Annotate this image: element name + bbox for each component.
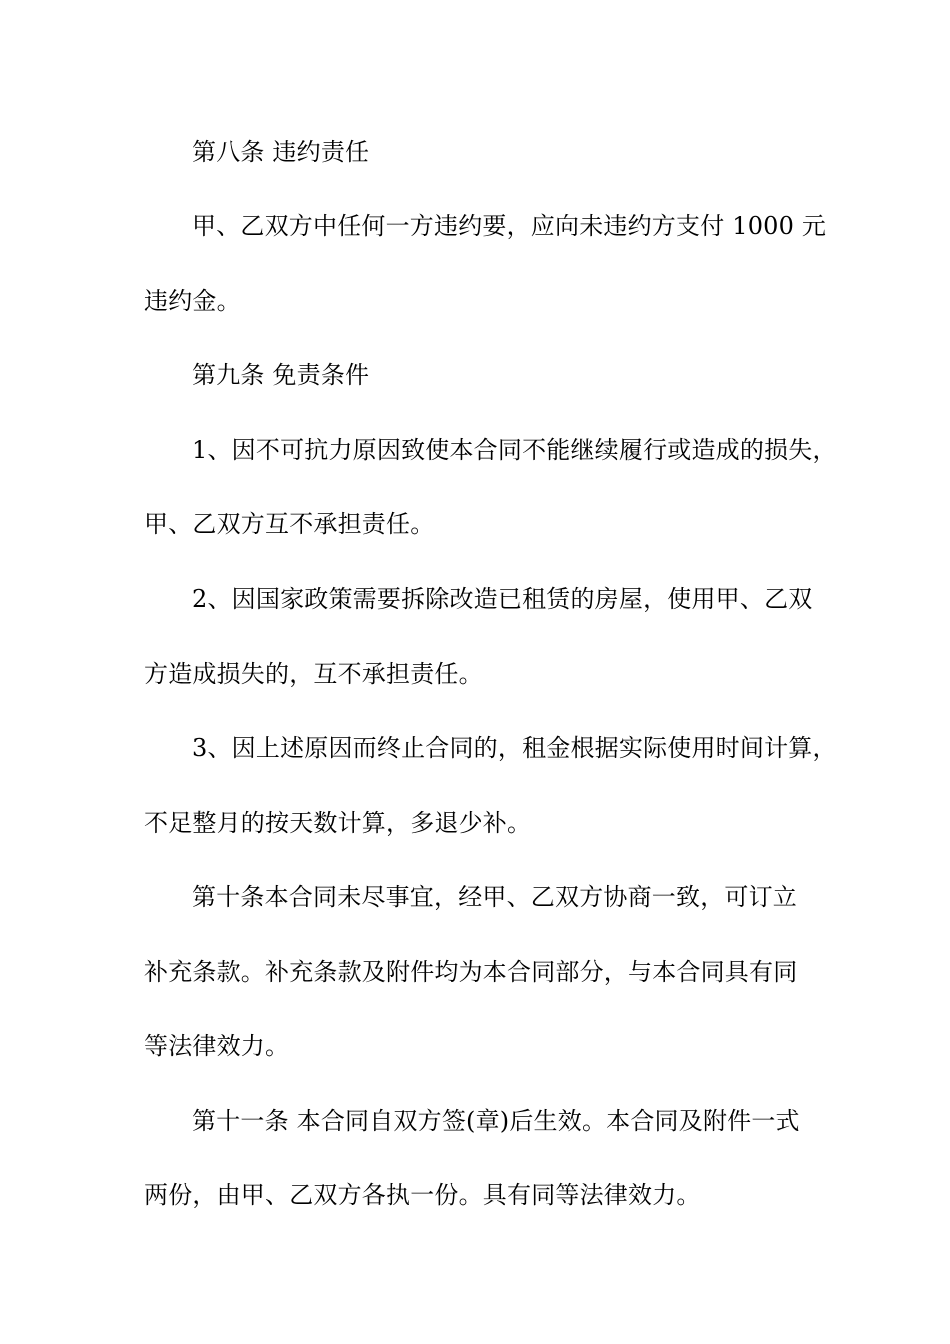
clause-2-line-2: 方造成损失的，互不承担责任。 — [144, 660, 483, 688]
article-8-text-line-1: 甲、乙双方中任何一方违约要，应向未违约方支付 1000 元 — [192, 212, 827, 240]
article-10-line-2: 补充条款。补充条款及附件均为本合同部分，与本合同具有同 — [144, 958, 798, 986]
clause-1-line-2: 甲、乙双方互不承担责任。 — [144, 510, 435, 538]
clause-3-line-2: 不足整月的按天数计算，多退少补。 — [144, 809, 532, 837]
article-10-line-3: 等法律效力。 — [144, 1032, 290, 1060]
article-8-heading: 第八条 违约责任 — [192, 138, 370, 166]
article-10-line-1: 第十条本合同未尽事宜，经甲、乙双方协商一致，可订立 — [192, 883, 797, 911]
article-11-line-2: 两份，由甲、乙双方各执一份。具有同等法律效力。 — [144, 1181, 701, 1209]
article-8-text-line-2: 违约金。 — [144, 287, 241, 315]
article-11-line-1: 第十一条 本合同自双方签(章)后生效。本合同及附件一式 — [192, 1107, 800, 1135]
clause-1-line-1: 1、因不可抗力原因致使本合同不能继续履行或造成的损失， — [192, 436, 837, 464]
clause-3-line-1: 3、因上述原因而终止合同的，租金根据实际使用时间计算， — [192, 734, 837, 762]
clause-2-line-1: 2、因国家政策需要拆除改造已租赁的房屋，使用甲、乙双 — [192, 585, 813, 613]
article-9-heading: 第九条 免责条件 — [192, 361, 370, 389]
